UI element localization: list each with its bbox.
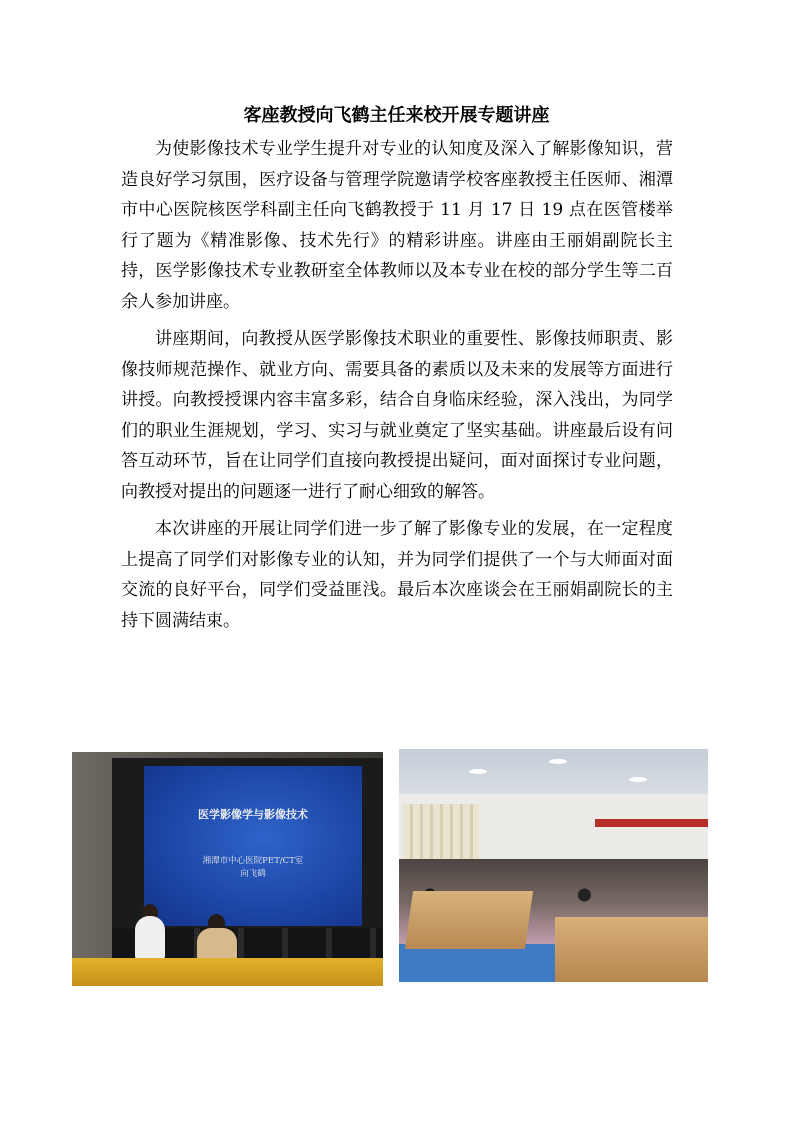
ceiling-light: [549, 759, 567, 764]
banner: [595, 819, 708, 827]
speaker-person: [197, 928, 237, 962]
screen-subtitle: 湘潭市中心医院PET/CT室: [202, 856, 304, 866]
desk: [555, 917, 708, 982]
lecture-stage-photo: [72, 752, 383, 986]
page-title: 客座教授向飞鹤主任来校开展专题讲座: [243, 105, 550, 126]
ceiling-light: [629, 777, 647, 782]
screen-speaker: 向飞鹤: [240, 869, 266, 879]
projection-screen: [144, 766, 362, 926]
paragraph-2: 讲座期间，向教授从医学影像技术职业的重要性、影像技师职责、影像技师规范操作、就业方向、需要具备的素质以及未来的发展等方面进行讲授。向教授授课内容丰富多彩，结合自身临床经验，深入浅出，为同学们的职业生涯规划，学习、实习与就业奠定了坚实基础。讲座最后设有问答互动环节，旨在让同学们直接向教授提出疑问，面对面探讨专业问题，向教授对提出的问题逐一进行了耐心细致的解答。: [121, 329, 673, 502]
paragraph-3: 本次讲座的开展让同学们进一步了解了影像专业的发展，在一定程度上提高了同学们对影像专业的认知，并为同学们提供了一个与大师面对面交流的良好平台，同学们受益匪浅。最后本次座谈会在王丽娟副院长的主持下圆满结束。: [121, 519, 673, 631]
desk: [405, 891, 533, 949]
ceiling-light: [469, 769, 487, 774]
host-person: [135, 916, 165, 960]
audience-photo: [399, 749, 708, 982]
screen-title: 医学影像学与影像技术: [198, 808, 308, 821]
stage-desk: [72, 958, 383, 986]
article-body: [121, 134, 673, 643]
paragraph-1: 为使影像技术专业学生提升对专业的认知度及深入了解影像知识，营造良好学习氛围，医疗设备与管理学院邀请学校客座教授主任医师、湘潭市中心医院核医学科副主任向飞鹤教授于 11 月 17 日 19 点在医管楼举行了题为《精准影像、技术先行》的精彩讲座。讲座由王丽娟副院长主持，医学影像技术专业教研室全体教师以及本专业在校的部分学生等二百余人参加讲座。: [121, 139, 673, 312]
